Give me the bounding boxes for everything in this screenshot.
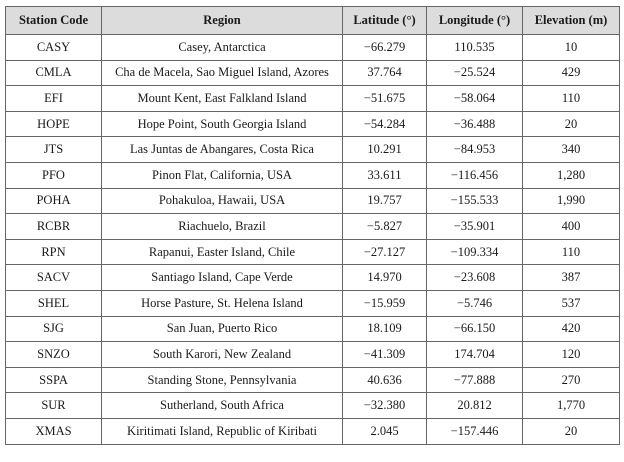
longitude-cell: −5.746 [427,290,523,316]
region-cell: Riachuelo, Brazil [102,214,343,240]
longitude-cell: 174.704 [427,342,523,368]
station-code-cell: PFO [6,162,102,188]
longitude-cell: −36.488 [427,111,523,137]
longitude-cell: −23.608 [427,265,523,291]
latitude-cell: −41.309 [343,342,427,368]
station-code-cell: SNZO [6,342,102,368]
station-code-cell: RCBR [6,214,102,240]
region-cell: San Juan, Puerto Rico [102,316,343,342]
table-row [6,188,620,214]
table-row [6,316,620,342]
elevation-cell: 387 [523,265,620,291]
latitude-cell: 10.291 [343,137,427,163]
elevation-cell: 537 [523,290,620,316]
region-cell: Santiago Island, Cape Verde [102,265,343,291]
station-code-cell: SJG [6,316,102,342]
station-code-cell: HOPE [6,111,102,137]
elevation-cell: 1,990 [523,188,620,214]
table-row [6,137,620,163]
latitude-cell: −66.279 [343,35,427,61]
elevation-cell: 1,280 [523,162,620,188]
elevation-cell: 429 [523,60,620,86]
region-cell: Cha de Macela, Sao Miguel Island, Azores [102,60,343,86]
longitude-cell: −25.524 [427,60,523,86]
longitude-cell: −84.953 [427,137,523,163]
station-code-cell: JTS [6,137,102,163]
longitude-cell: −109.334 [427,239,523,265]
longitude-cell: −155.533 [427,188,523,214]
region-cell: Casey, Antarctica [102,35,343,61]
table-row [6,35,620,61]
elevation-cell: 10 [523,35,620,61]
elevation-cell: 400 [523,214,620,240]
elevation-cell: 1,770 [523,393,620,419]
station-code-cell: CASY [6,35,102,61]
latitude-cell: −5.827 [343,214,427,240]
elevation-cell: 20 [523,111,620,137]
header-station-code: Station Code [6,7,102,35]
longitude-cell: 110.535 [427,35,523,61]
table-row [6,60,620,86]
table-row [6,290,620,316]
table-row [6,214,620,240]
station-code-cell: EFI [6,86,102,112]
longitude-cell: −35.901 [427,214,523,240]
station-code-cell: POHA [6,188,102,214]
longitude-cell: −58.064 [427,86,523,112]
longitude-cell: −66.150 [427,316,523,342]
region-cell: Rapanui, Easter Island, Chile [102,239,343,265]
latitude-cell: 18.109 [343,316,427,342]
latitude-cell: 40.636 [343,367,427,393]
table-row [6,86,620,112]
table-row [6,418,620,444]
elevation-cell: 20 [523,418,620,444]
latitude-cell: 37.764 [343,60,427,86]
header-row [6,7,620,35]
region-cell: Las Juntas de Abangares, Costa Rica [102,137,343,163]
table-row [6,239,620,265]
region-cell: Kiritimati Island, Republic of Kiribati [102,418,343,444]
table-row [6,265,620,291]
longitude-cell: −157.446 [427,418,523,444]
station-code-cell: SSPA [6,367,102,393]
region-cell: Mount Kent, East Falkland Island [102,86,343,112]
latitude-cell: 14.970 [343,265,427,291]
table-row [6,367,620,393]
region-cell: Pinon Flat, California, USA [102,162,343,188]
latitude-cell: −32.380 [343,393,427,419]
header-latitude: Latitude (°) [343,7,427,35]
elevation-cell: 420 [523,316,620,342]
region-cell: South Karori, New Zealand [102,342,343,368]
station-code-cell: CMLA [6,60,102,86]
latitude-cell: −54.284 [343,111,427,137]
elevation-cell: 110 [523,239,620,265]
header-longitude: Longitude (°) [427,7,523,35]
region-cell: Pohakuloa, Hawaii, USA [102,188,343,214]
table-header [6,7,620,35]
header-elevation: Elevation (m) [523,7,620,35]
latitude-cell: 2.045 [343,418,427,444]
region-cell: Hope Point, South Georgia Island [102,111,343,137]
table-row [6,111,620,137]
longitude-cell: 20.812 [427,393,523,419]
region-cell: Sutherland, South Africa [102,393,343,419]
station-code-cell: XMAS [6,418,102,444]
longitude-cell: −116.456 [427,162,523,188]
table-row [6,162,620,188]
longitude-cell: −77.888 [427,367,523,393]
elevation-cell: 270 [523,367,620,393]
station-code-cell: RPN [6,239,102,265]
latitude-cell: −15.959 [343,290,427,316]
station-table [5,6,620,445]
station-code-cell: SHEL [6,290,102,316]
elevation-cell: 110 [523,86,620,112]
latitude-cell: 19.757 [343,188,427,214]
table-row [6,342,620,368]
header-region: Region [102,7,343,35]
table-body [6,35,620,445]
latitude-cell: 33.611 [343,162,427,188]
latitude-cell: −27.127 [343,239,427,265]
region-cell: Horse Pasture, St. Helena Island [102,290,343,316]
station-table-container [5,6,619,445]
latitude-cell: −51.675 [343,86,427,112]
elevation-cell: 340 [523,137,620,163]
station-code-cell: SUR [6,393,102,419]
table-row [6,393,620,419]
station-code-cell: SACV [6,265,102,291]
region-cell: Standing Stone, Pennsylvania [102,367,343,393]
elevation-cell: 120 [523,342,620,368]
